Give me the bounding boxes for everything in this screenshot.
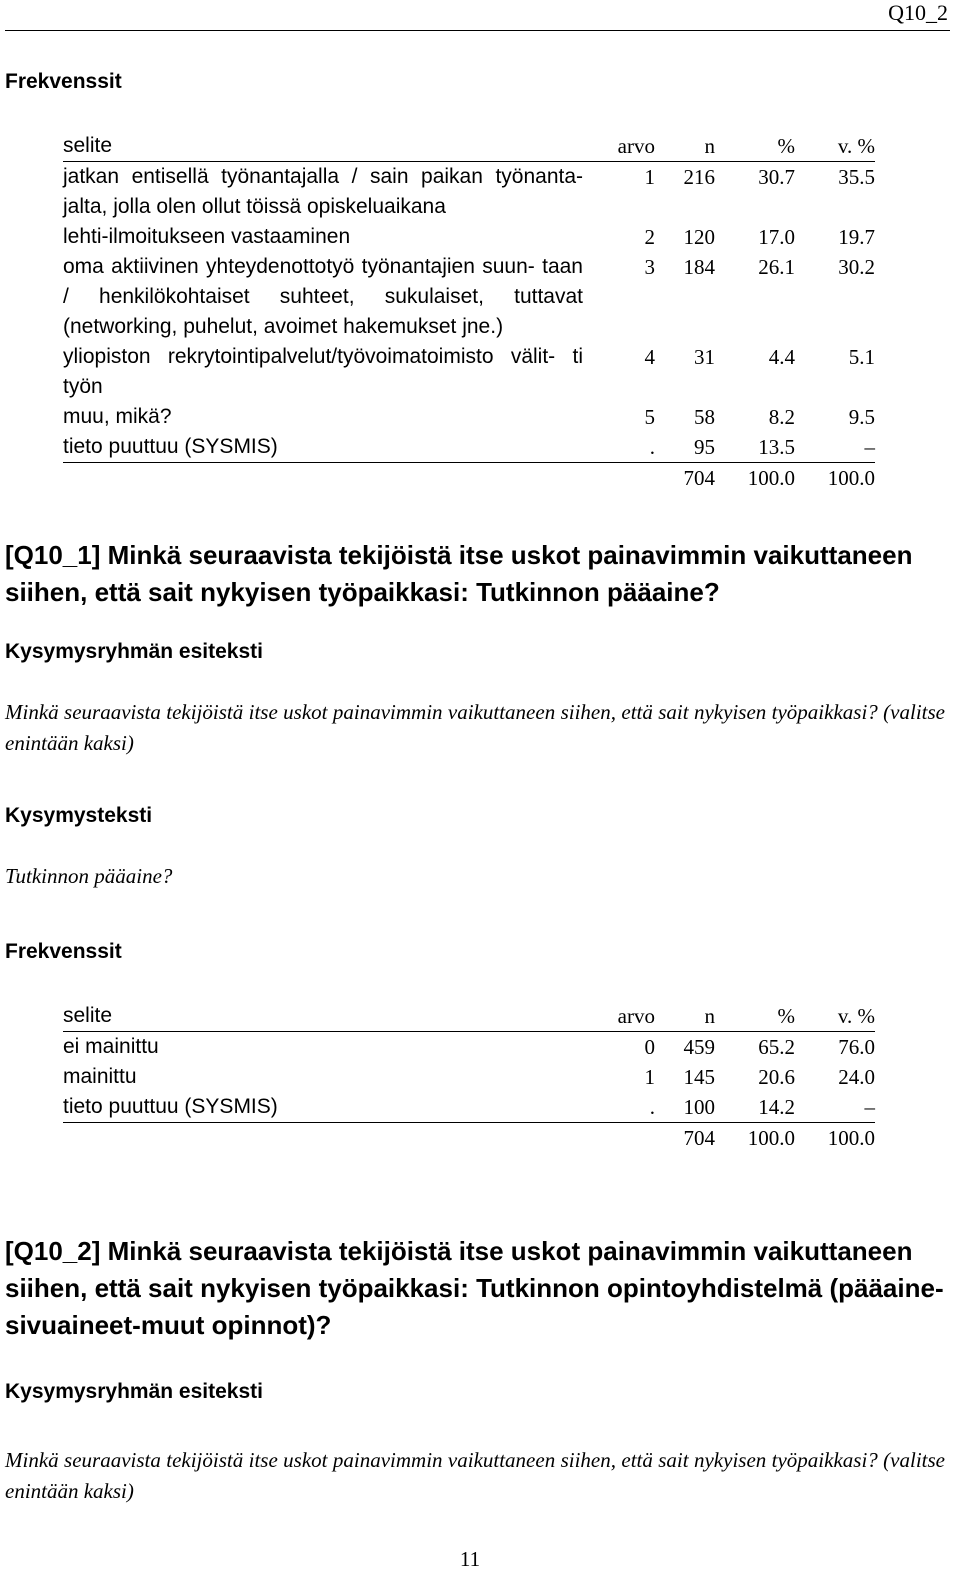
table-row — [63, 1032, 875, 1063]
col-vpct: v. % — [795, 1001, 875, 1032]
freq-heading-1: Frekvenssit — [5, 70, 122, 93]
row-selite: tieto puuttuu (SYSMIS) — [63, 1092, 583, 1123]
col-pct: % — [715, 1001, 795, 1032]
row-n: 31 — [694, 345, 715, 369]
row-selite: muu, mikä? — [63, 405, 172, 428]
row-pct: 65.2 — [758, 1035, 795, 1059]
table-row — [63, 1092, 875, 1123]
table-row — [63, 432, 875, 463]
row-n: 58 — [694, 405, 715, 429]
row-arvo: 5 — [644, 405, 655, 429]
header-rule — [5, 30, 950, 31]
freq-table-2 — [63, 1001, 875, 1153]
total-vpct: 100.0 — [827, 1126, 875, 1150]
row-vpct: 35.5 — [838, 165, 875, 189]
row-selite: tieto puuttuu (SYSMIS) — [63, 432, 583, 463]
row-vpct: 19.7 — [838, 225, 875, 249]
row-selite: mainittu — [63, 1065, 137, 1088]
group-text-heading: Kysymysryhmän esiteksti — [5, 640, 263, 663]
row-pct: 17.0 — [758, 225, 795, 249]
freq-heading-2: Frekvenssit — [5, 940, 122, 963]
col-selite: selite — [63, 1001, 583, 1032]
question-title: [Q10_1] Minkä seuraavista tekijöistä itse uskot painavimmin vaikuttaneen siihen, että sait nykyisen työpaikkasi: Tutkinnon pääaine? — [5, 540, 913, 607]
row-vpct: 5.1 — [848, 345, 875, 369]
table-row — [63, 222, 875, 252]
col-n: n — [655, 131, 715, 162]
row-selite: yliopiston rekrytointipalvelut/työvoimatoimisto välit- ti työn — [63, 345, 583, 398]
table-row — [63, 342, 875, 402]
row-n: 216 — [683, 165, 715, 189]
row-n: 459 — [683, 1035, 715, 1059]
row-n: 95 — [655, 432, 715, 463]
col-arvo: arvo — [583, 131, 655, 162]
row-arvo: 0 — [644, 1035, 655, 1059]
row-arvo: . — [583, 1092, 655, 1123]
col-pct: % — [715, 131, 795, 162]
page-number: 11 — [459, 1547, 481, 1571]
row-pct: 13.5 — [715, 432, 795, 463]
question-text: Tutkinnon pääaine? — [5, 864, 173, 888]
group-text: Minkä seuraavista tekijöistä itse uskot painavimmin vaikuttaneen siihen, että sait nykyisen työpaikkasi? (valitse enintään kaksi) — [5, 700, 945, 755]
table-header-row — [63, 131, 875, 162]
freq-table-1 — [63, 131, 875, 493]
row-arvo: 1 — [644, 1065, 655, 1089]
col-n: n — [655, 1001, 715, 1032]
col-selite: selite — [63, 131, 583, 162]
group-text-heading: Kysymysryhmän esiteksti — [5, 1380, 263, 1403]
q10-2-section — [5, 1233, 950, 1344]
table-total-row — [63, 1123, 875, 1154]
row-arvo: 3 — [644, 255, 655, 279]
row-arvo: 1 — [644, 165, 655, 189]
table-row — [63, 162, 875, 223]
row-pct: 14.2 — [715, 1092, 795, 1123]
total-vpct: 100.0 — [827, 466, 875, 490]
row-pct: 20.6 — [758, 1065, 795, 1089]
total-pct: 100.0 — [747, 1126, 795, 1150]
table-total-row — [63, 463, 875, 494]
col-arvo: arvo — [583, 1001, 655, 1032]
row-selite: lehti-ilmoitukseen vastaaminen — [63, 225, 351, 248]
row-n: 120 — [683, 225, 715, 249]
row-selite: jatkan entisellä työnantajalla / sain paikan työnanta- jalta, jolla olen ollut töissä opiskeluaikana — [63, 165, 583, 218]
row-pct: 4.4 — [768, 345, 795, 369]
row-selite: oma aktiivinen yhteydenottotyö työnantajien suun- taan / henkilökohtaiset suhteet, sukulaiset, tuttavat (networking, puhelut, avoimet hakemukset jne.) — [63, 255, 583, 338]
col-vpct: v. % — [795, 131, 875, 162]
row-selite: ei mainittu — [63, 1035, 159, 1058]
row-arvo: 4 — [644, 345, 655, 369]
row-arvo: . — [583, 432, 655, 463]
row-pct: 8.2 — [768, 405, 795, 429]
group-text: Minkä seuraavista tekijöistä itse uskot painavimmin vaikuttaneen siihen, että sait nykyisen työpaikkasi? (valitse enintään kaksi) — [5, 1448, 945, 1503]
row-vpct: 9.5 — [848, 405, 875, 429]
row-n: 100 — [655, 1092, 715, 1123]
row-vpct: – — [795, 432, 875, 463]
row-n: 145 — [683, 1065, 715, 1089]
question-text-heading: Kysymysteksti — [5, 804, 153, 827]
total-n: 704 — [683, 466, 715, 490]
table-row — [63, 1062, 875, 1092]
row-vpct: 30.2 — [838, 255, 875, 279]
q10-1-section — [5, 537, 950, 611]
row-pct: 26.1 — [758, 255, 795, 279]
row-vpct: 24.0 — [838, 1065, 875, 1089]
running-header: Q10_2 — [888, 0, 948, 25]
row-vpct: – — [795, 1092, 875, 1123]
total-pct: 100.0 — [747, 466, 795, 490]
total-n: 704 — [683, 1126, 715, 1150]
table-header-row — [63, 1001, 875, 1032]
row-pct: 30.7 — [758, 165, 795, 189]
table-row — [63, 402, 875, 432]
table-row — [63, 252, 875, 342]
row-n: 184 — [683, 255, 715, 279]
question-title: [Q10_2] Minkä seuraavista tekijöistä itse uskot painavimmin vaikuttaneen siihen, että sait nykyisen työpaikkasi: Tutkinnon opintoyhdistelmä (pääaine-sivuaineet-muut opinnot)? — [5, 1236, 944, 1340]
row-arvo: 2 — [644, 225, 655, 249]
row-vpct: 76.0 — [838, 1035, 875, 1059]
